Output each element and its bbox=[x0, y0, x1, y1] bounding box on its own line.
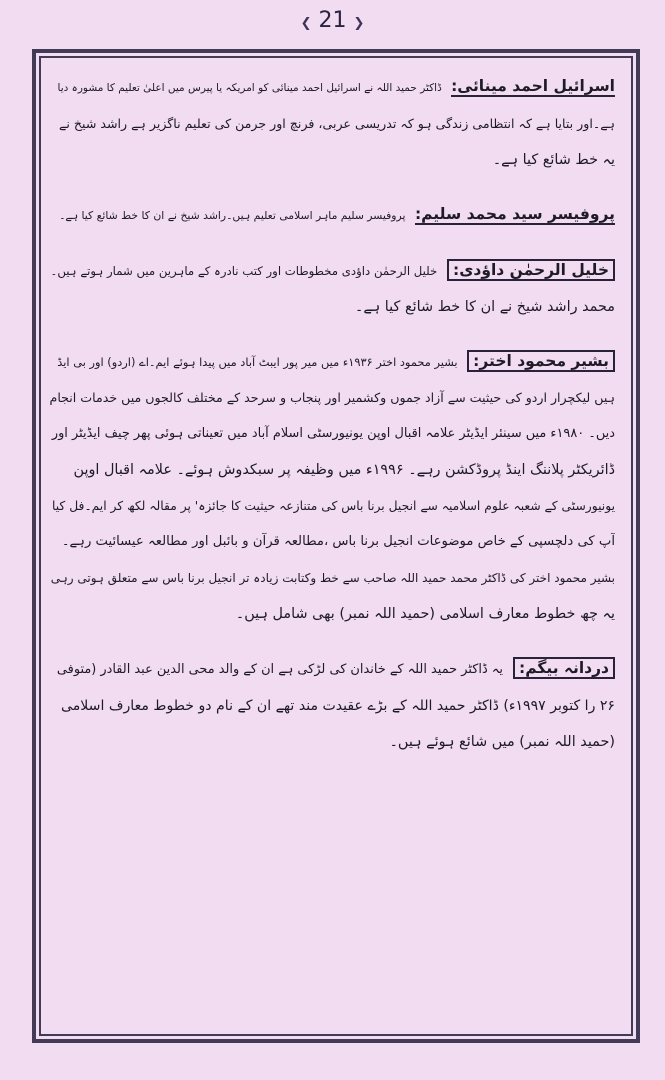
entry-prof-syed-muhammad-saleem bbox=[50, 196, 615, 234]
entry-israel-ahmad-minai bbox=[50, 68, 615, 178]
entry-heading: بشیر محمود اختر: bbox=[467, 350, 615, 372]
entry-line: یہ خط شائع کیا ہے۔ bbox=[492, 152, 615, 168]
entry-line: ڈائریکٹر پلاننگ اینڈ پروڈکشن رہے۔ ۱۹۹۶ء میں وظیفہ پر سبکدوش ہوئے۔ علامہ اقبال اوپن bbox=[73, 462, 615, 478]
entry-line: ۲۶ را کتوبر ۱۹۹۷ء) ڈاکٹر حمید اللہ کے بڑے عقیدت مند تھے ان کے نام دو خطوط معارف اسلامی bbox=[60, 698, 615, 714]
entry-heading: اسرائیل احمد مینائی: bbox=[451, 77, 615, 95]
entry-heading: پروفیسر سید محمد سلیم: bbox=[414, 205, 615, 223]
entry-heading: خلیل الرحمٰن داؤدی: bbox=[447, 259, 615, 281]
entry-khalil-ur-rahman-daudi bbox=[50, 252, 615, 325]
entry-line: (حمید اللہ نمبر) میں شائع ہوئے ہیں۔ bbox=[389, 734, 615, 750]
entry-line: یہ ڈاکٹر حمید اللہ کے خاندان کی لڑکی ہے ان کے والد محی الدین عبد القادر (متوفی bbox=[56, 662, 503, 677]
entry-line: خلیل الرحمٰن داؤدی مخطوطات اور کتب نادرہ کے ماہرین میں شمار ہوتے ہیں۔ bbox=[50, 264, 438, 278]
entry-durdana-begum bbox=[50, 650, 615, 760]
page-number-ornament-left: ❮ bbox=[300, 16, 312, 31]
entry-line: آپ کی دلچسپی کے خاص موضوعات انجیل برنا باس ،مطالعہ قرآن و بائبل اور مطالعہ عیسائیت رہے۔ bbox=[61, 534, 615, 549]
entry-line: یونیورسٹی کے شعبہ علوم اسلامیہ سے انجیل برنا باس کی متنازعہ حیثیت کا جائزہ' پر مقالہ لکھ کر ایم۔فل کیا bbox=[51, 499, 615, 513]
entry-line: یہ چھ خطوط معارف اسلامی (حمید اللہ نمبر) بھی شامل ہیں۔ bbox=[235, 606, 615, 622]
entry-line: ہے۔اور بتایا ہے کہ انتظامی زندگی ہو کہ تدریسی عربی، فرنچ اور جرمن کی تعلیم ناگزیر ہے راشد شیخ نے bbox=[59, 116, 615, 131]
entry-bashir-mahmood-akhtar bbox=[50, 343, 615, 632]
entry-line: بشیر محمود اختر کی ڈاکٹر محمد حمید اللہ صاحب سے خط وکتابت زیادہ تر انجیل برنا باس سے متعلق ہوتی رہی bbox=[50, 571, 615, 585]
page-number-ornament-right: ❯ bbox=[353, 16, 365, 31]
page-number-value: 21 bbox=[318, 8, 347, 33]
entry-line: پروفیسر سلیم ماہر اسلامی تعلیم ہیں۔راشد شیخ نے ان کا خط شائع کیا ہے۔ bbox=[59, 209, 406, 222]
entry-line: بشیر محمود اختر ۱۹۳۶ء میں میر پور ایبٹ آباد میں پیدا ہوئے ایم۔اے (اردو) اور بی ایڈ bbox=[57, 355, 458, 369]
page-number bbox=[0, 8, 665, 33]
entry-line: دیں۔ ۱۹۸۰ء میں سینئر ایڈیٹر علامہ اقبال اوپن یونیورسٹی اسلام آباد میں تعیناتی ہوئی پھر چیف ایڈیٹر اور bbox=[51, 426, 615, 441]
page-content bbox=[50, 68, 615, 1018]
entry-line: ڈاکٹر حمید اللہ نے اسرائیل احمد مینائی کو امریکہ یا پیرس میں اعلیٰ تعلیم کا مشورہ دیا bbox=[57, 82, 442, 94]
entry-heading: دردانہ بیگم: bbox=[513, 657, 615, 679]
entry-line: محمد راشد شیخ نے ان کا خط شائع کیا ہے۔ bbox=[354, 299, 615, 315]
entry-line: ہیں لیکچرار اردو کی حیثیت سے آزاد جموں وکشمیر اور پنجاب و سرحد کے مختلف کالجوں میں خدمات انجام bbox=[50, 390, 615, 405]
